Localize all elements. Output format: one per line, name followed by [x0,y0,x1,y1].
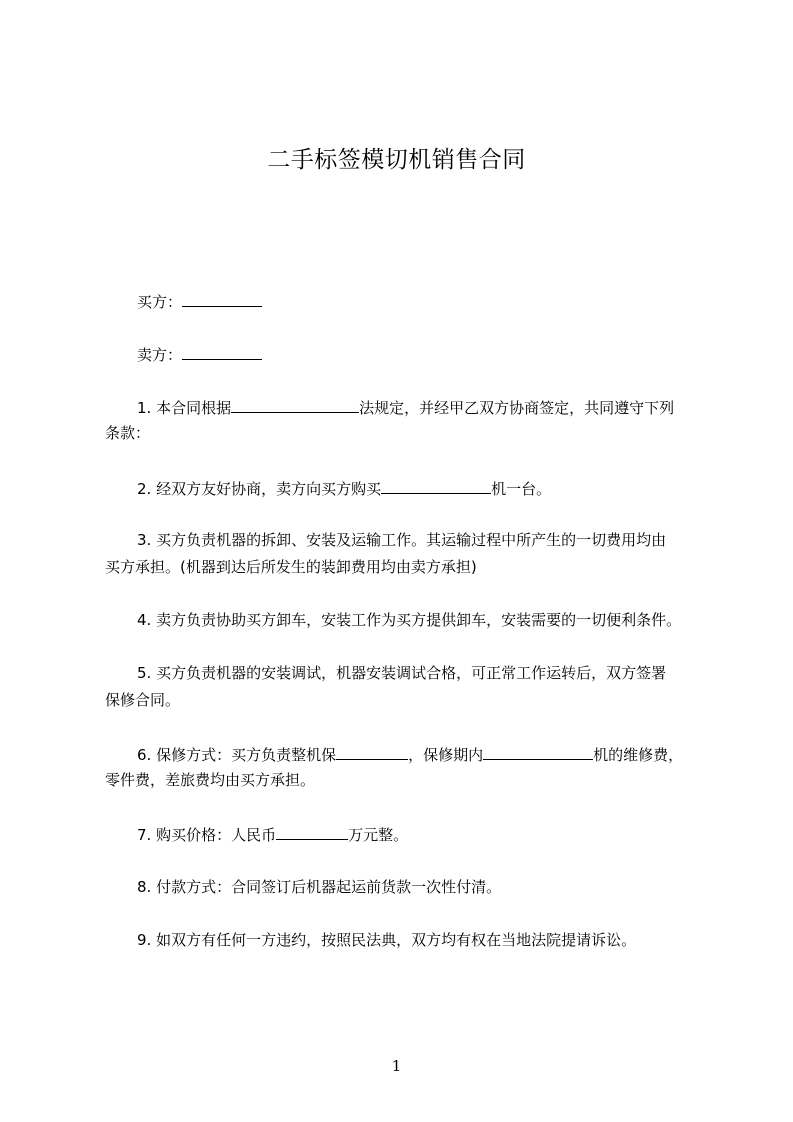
clause-2-line [105,480,737,497]
clause-2-blank[interactable] [381,480,491,494]
clause-7-text-a: 7. 购买价格：人民币 [137,826,277,844]
clause-7-line [105,826,737,843]
clause-1-blank[interactable] [231,399,359,413]
buyer-line [105,293,737,310]
clause-3-line-1: 3. 买方负责机器的拆卸、安装及运输工作。其运输过程中所产生的一切费用均由 [137,531,667,549]
clause-1-text-a: 1. 本合同根据 [137,399,232,417]
clause-6-text-b: ，保修期内 [408,746,484,764]
clause-5-line-1: 5. 买方负责机器的安装调试，机器安装调试合格，可正常工作运转后，双方签署 [137,664,667,682]
clause-4-line: 4. 卖方负责协助买方卸车，安装工作为买方提供卸车，安装需要的一切便利条件。 [137,611,682,629]
clause-1-line-1 [105,399,737,416]
clause-3-line-2: 买方承担。(机器到达后所发生的装卸费用均由卖方承担) [105,558,477,576]
buyer-blank[interactable] [182,293,262,307]
clause-8-line: 8. 付款方式：合同签订后机器起运前货款一次性付清。 [137,878,502,896]
seller-line [105,346,737,363]
clause-6-text-c: 机的维修费， [593,746,684,764]
seller-label: 卖方： [137,346,183,364]
buyer-label: 买方： [137,293,183,311]
seller-blank[interactable] [182,346,262,360]
contract-title: 二手标签模切机销售合同 [267,147,526,173]
page-number: 1 [391,1057,402,1075]
clause-1-line-2: 条款： [105,424,151,442]
clause-7-blank[interactable] [276,826,348,840]
clause-6-blank-2[interactable] [483,746,593,760]
clause-6-line-2: 零件费，差旅费均由买方承担。 [105,771,316,789]
clause-2-text-a: 2. 经双方友好协商，卖方向买方购买 [137,480,382,498]
clause-5-line-2: 保修合同。 [105,691,181,709]
clause-6-blank-1[interactable] [336,746,408,760]
clause-6-text-a: 6. 保修方式：买方负责整机保 [137,746,337,764]
clause-6-line-1 [105,746,737,763]
clause-2-text-b: 机一台。 [491,480,552,498]
clause-9-line: 9. 如双方有任何一方违约，按照民法典，双方均有权在当地法院提请诉讼。 [137,931,637,949]
clause-1-text-b: 法规定，并经甲乙双方协商签定，共同遵守下列 [359,399,675,417]
clause-7-text-b: 万元整。 [348,826,409,844]
